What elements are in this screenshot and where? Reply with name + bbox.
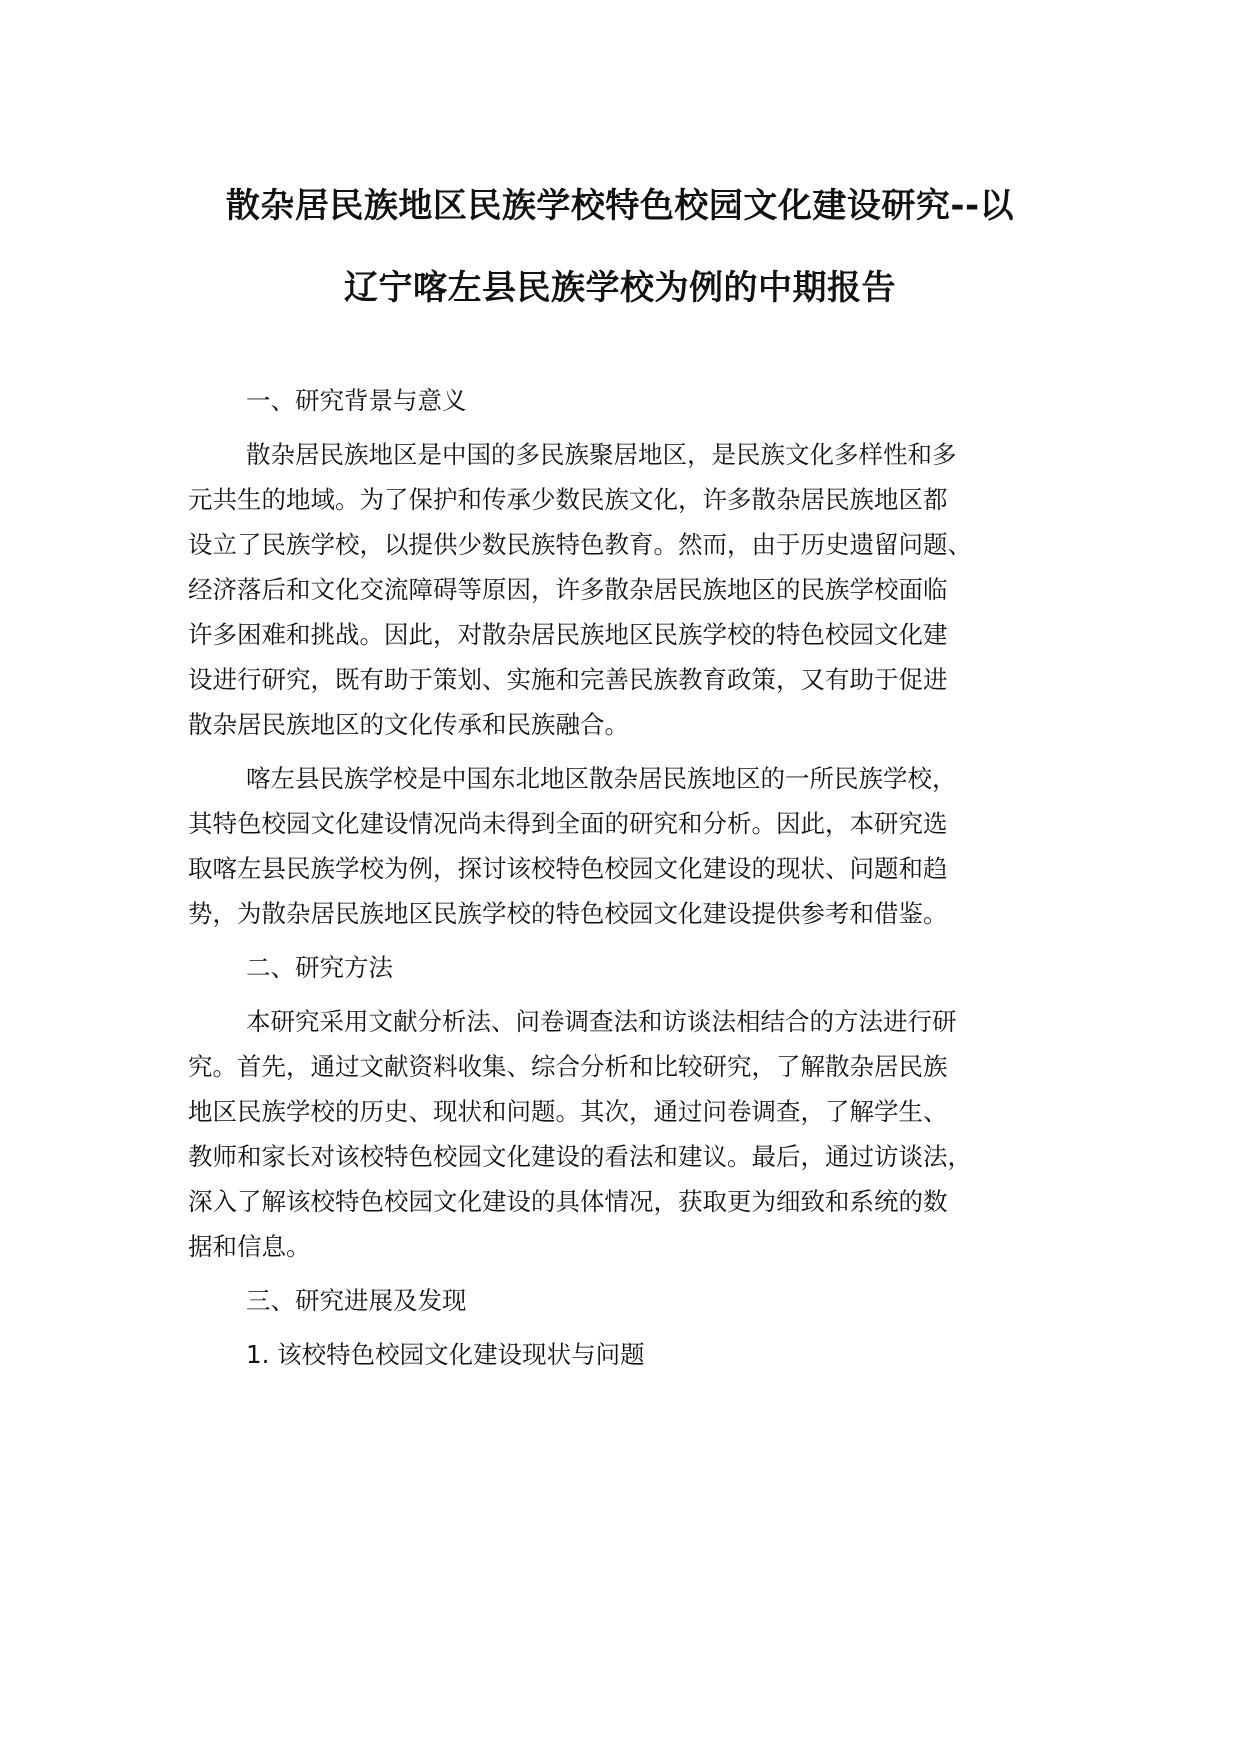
section-heading-methods: 二、研究方法	[246, 953, 393, 982]
document-title-line-1: 散杂居民族地区民族学校特色校园文化建设研究--以	[225, 186, 1015, 226]
paragraph-line: 究。首先，通过文献资料收集、综合分析和比较研究，了解散杂居民族	[188, 1052, 948, 1081]
paragraph-background	[188, 432, 1088, 747]
paragraph-methods	[188, 999, 1088, 1269]
paragraph-line: 散杂居民族地区的文化传承和民族融合。	[188, 710, 629, 739]
paragraph-line: 经济落后和文化交流障碍等原因，许多散杂居民族地区的民族学校面临	[188, 575, 948, 604]
paragraph-line: 设立了民族学校，以提供少数民族特色教育。然而，由于历史遗留问题、	[188, 530, 972, 559]
paragraph-line: 势，为散杂居民族地区民族学校的特色校园文化建设提供参考和借鉴。	[188, 899, 948, 928]
paragraph-line: 元共生的地域。为了保护和传承少数民族文化，许多散杂居民族地区都	[188, 485, 948, 514]
paragraph-line: 许多困难和挑战。因此，对散杂居民族地区民族学校的特色校园文化建	[188, 620, 948, 649]
subsection-heading-status: 1. 该校特色校园文化建设现状与问题	[246, 1340, 645, 1369]
paragraph-line: 其特色校园文化建设情况尚未得到全面的研究和分析。因此，本研究选	[188, 809, 948, 838]
paragraph-line: 散杂居民族地区是中国的多民族聚居地区，是民族文化多样性和多	[246, 440, 957, 469]
paragraph-line: 喀左县民族学校是中国东北地区散杂居民族地区的一所民族学校，	[246, 764, 957, 793]
section-heading-background: 一、研究背景与意义	[246, 386, 467, 415]
document-body	[188, 378, 1088, 1386]
section-heading-progress: 三、研究进展及发现	[246, 1286, 467, 1315]
paragraph-line: 教师和家长对该校特色校园文化建设的看法和建议。最后，通过访谈法，	[188, 1142, 972, 1171]
paragraph-line: 本研究采用文献分析法、问卷调查法和访谈法相结合的方法进行研	[246, 1007, 957, 1036]
document-title-line-2: 辽宁喀左县民族学校为例的中期报告	[344, 268, 896, 308]
paragraph-line: 设进行研究，既有助于策划、实施和完善民族教育政策，又有助于促进	[188, 665, 948, 694]
paragraph-school-intro	[188, 756, 1088, 936]
paragraph-line: 深入了解该校特色校园文化建设的具体情况，获取更为细致和系统的数	[188, 1187, 948, 1216]
paragraph-line: 取喀左县民族学校为例，探讨该校特色校园文化建设的现状、问题和趋	[188, 854, 948, 883]
paragraph-line: 地区民族学校的历史、现状和问题。其次，通过问卷调查，了解学生、	[188, 1097, 948, 1126]
paragraph-line: 据和信息。	[188, 1232, 311, 1261]
